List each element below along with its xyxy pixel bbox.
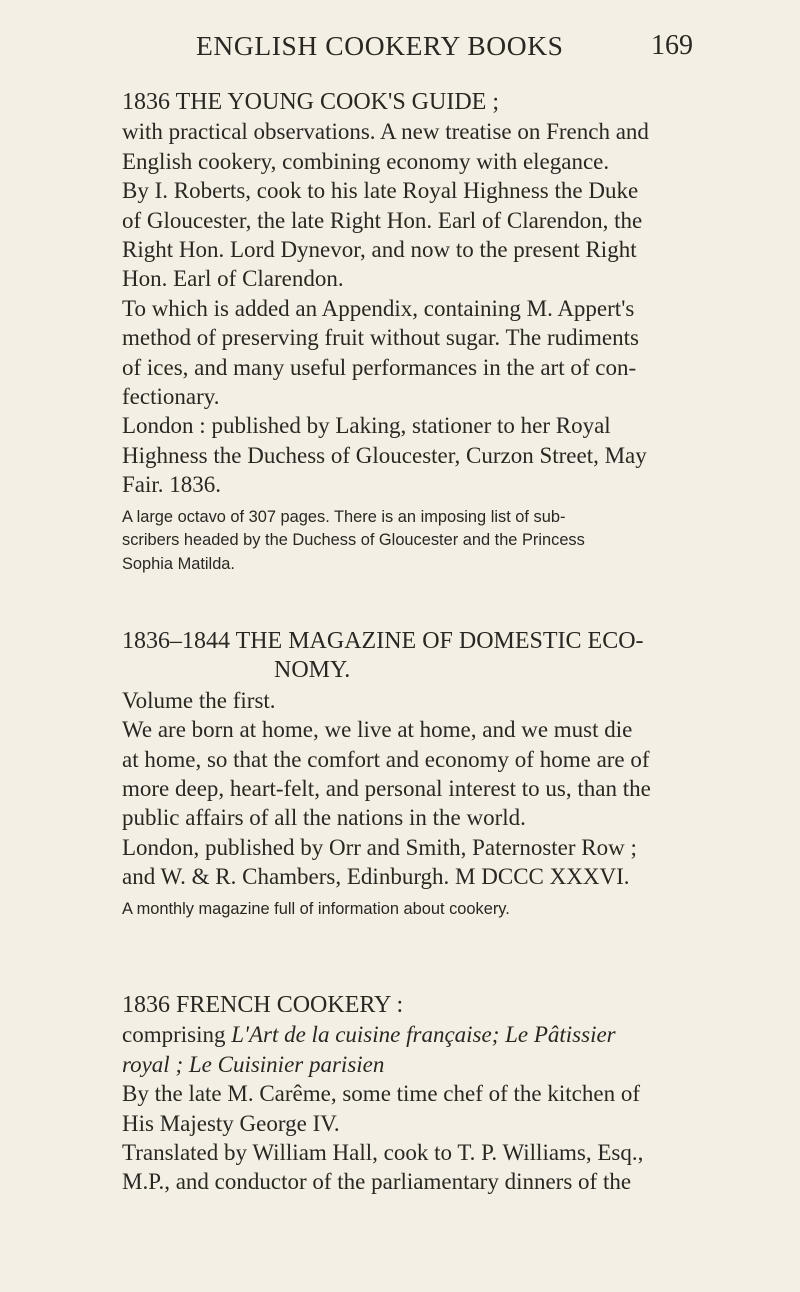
entry-body-line: Fair. 1836. <box>122 472 222 498</box>
entry-body-italic-title: L'Art de la cuisine française; Le Pâtissier <box>231 1022 616 1048</box>
entry-body-line: fectionary. <box>122 384 220 410</box>
entry-body-line: By the late M. Carême, some time chef of the kitchen of <box>122 1081 640 1107</box>
entry-body-line: By I. Roberts, cook to his late Royal Highness the Duke <box>122 178 639 204</box>
entry-note-line: A monthly magazine full of information about cookery. <box>122 899 510 918</box>
entry-note-line: A large octavo of 307 pages. There is an imposing list of sub- <box>122 507 566 526</box>
entry-note-line: Sophia Matilda. <box>122 554 235 573</box>
entry-body-line <box>122 1020 722 1049</box>
page-number: 169 <box>651 30 693 61</box>
entry-body-line: London : published by Laking, stationer to her Royal <box>122 413 611 439</box>
entry-heading: 1836 THE YOUNG COOK'S GUIDE ; <box>122 89 499 115</box>
entry-body-text: comprising <box>122 1022 226 1048</box>
entry-body-line: Right Hon. Lord Dynevor, and now to the present Right <box>122 237 637 263</box>
bibliography-entry <box>122 991 722 1197</box>
entry-body-line: of Gloucester, the late Right Hon. Earl of Clarendon, the <box>122 207 643 233</box>
entry-heading: 1836 FRENCH COOKERY : <box>122 992 404 1018</box>
entry-body-line: and W. & R. Chambers, Edinburgh. M DCCC XXXVI. <box>122 864 630 890</box>
entry-body-line: Translated by William Hall, cook to T. P. Williams, Esq., <box>122 1140 644 1166</box>
entry-body-italic-title: royal ; Le Cuisinier parisien <box>122 1051 385 1077</box>
entry-body-line: His Majesty George IV. <box>122 1110 340 1136</box>
entry-body-line: public affairs of all the nations in the world. <box>122 805 526 831</box>
entry-body-line: of ices, and many useful performances in the art of con- <box>122 354 637 380</box>
entry-body-line: with practical observations. A new treatise on French and <box>122 119 649 145</box>
entry-body-line: at home, so that the comfort and economy of home are of <box>122 746 650 772</box>
entry-body-line: method of preserving fruit without sugar. The rudiments <box>122 325 639 351</box>
entry-note-line: scribers headed by the Duchess of Gloucester and the Princess <box>122 531 585 550</box>
entry-body-line: To which is added an Appendix, containing M. Appert's <box>122 295 635 321</box>
entry-body-line: Volume the first. <box>122 687 276 713</box>
entry-body-line: English cookery, combining economy with elegance. <box>122 148 610 174</box>
running-title: ENGLISH COOKERY BOOKS <box>196 30 564 61</box>
entry-body-line: more deep, heart-felt, and personal interest to us, than the <box>122 776 651 802</box>
entry-heading: 1836–1844 THE MAGAZINE OF DOMESTIC ECO- <box>122 628 644 654</box>
entry-body-line: M.P., and conductor of the parliamentary dinners of the <box>122 1169 632 1195</box>
entry-body-line: Hon. Earl of Clarendon. <box>122 266 344 292</box>
entry-body-line: Highness the Duchess of Gloucester, Curzon Street, May <box>122 442 647 468</box>
entry-body-line: London, published by Orr and Smith, Paternoster Row ; <box>122 834 637 860</box>
entry-body-line: We are born at home, we live at home, and we must die <box>122 717 633 743</box>
bibliography-entry <box>122 88 722 576</box>
entry-heading-continuation: NOMY. <box>274 657 351 684</box>
bibliography-entry <box>122 627 722 921</box>
